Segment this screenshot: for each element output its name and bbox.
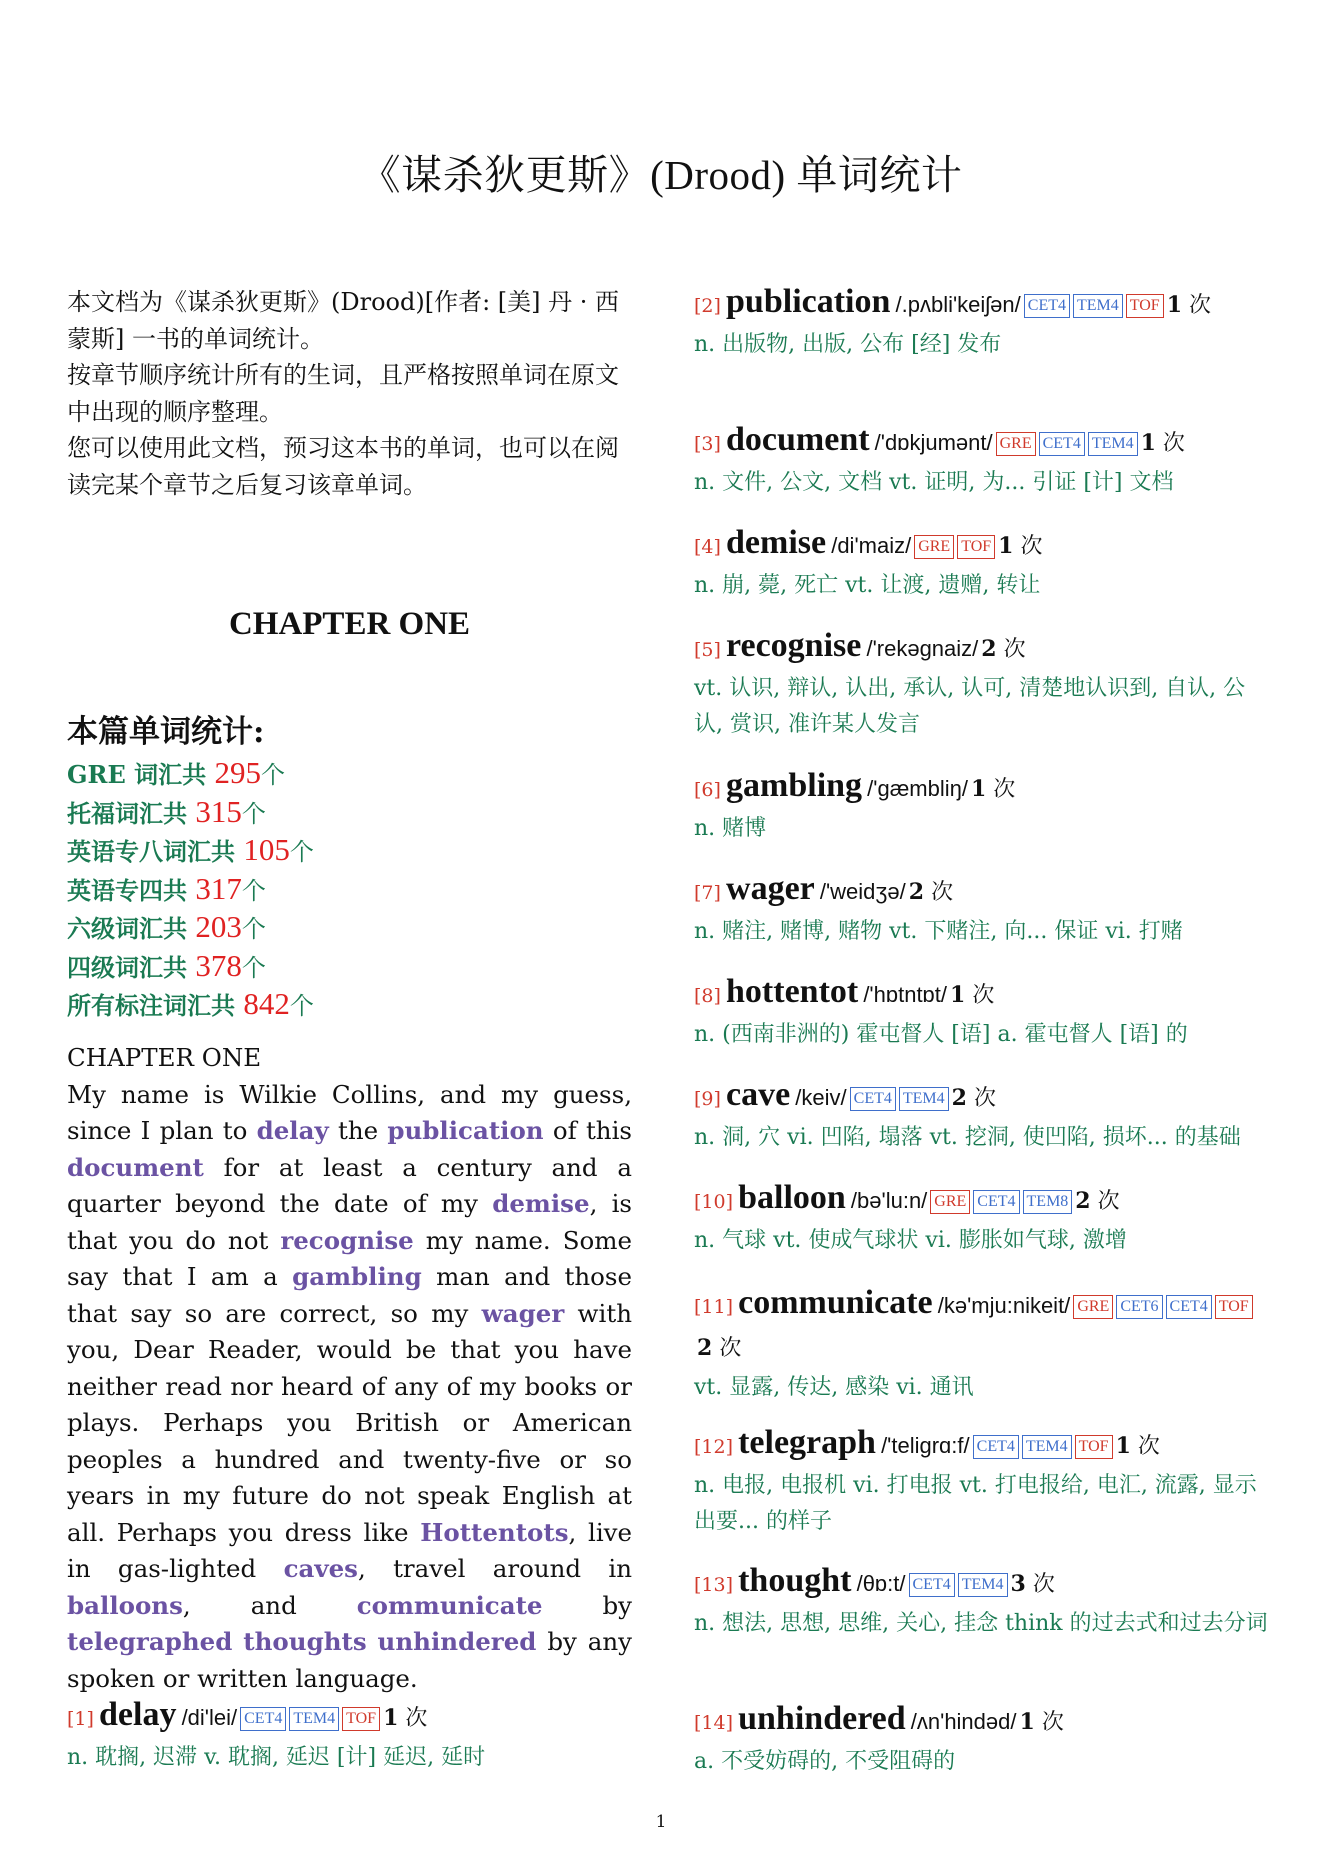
entry-times: 次 — [719, 1336, 742, 1361]
entry-word: unhindered — [738, 1700, 906, 1737]
tag-badge: TOF — [957, 535, 995, 559]
tag-badge: TEM4 — [1073, 294, 1123, 318]
entry-word: cave — [726, 1076, 791, 1113]
entry-definition: n. (西南非洲的) 霍屯督人 [语] a. 霍屯督人 [语] 的 — [694, 1022, 1188, 1047]
entry-word: gambling — [726, 767, 863, 804]
entry-index: [14] — [694, 1712, 734, 1734]
stat-label: 所有标注词汇共 — [67, 991, 244, 1020]
entry-index: [11] — [694, 1296, 734, 1318]
entry-pronunciation: /di'maiz/ — [831, 533, 912, 558]
highlighted-word: Hottentots — [420, 1517, 569, 1547]
entry-pronunciation: /ʌn'hindəd/ — [910, 1709, 1017, 1734]
vocab-entry — [694, 869, 1269, 950]
stats-title: 本篇单词统计: — [67, 714, 265, 750]
tag-badge: CET4 — [973, 1435, 1019, 1459]
tag-badge: GRE — [914, 535, 954, 559]
entry-definition: n. 气球 vt. 使成气球状 vi. 膨胀如气球, 激增 — [694, 1228, 1127, 1253]
tag-badge: TEM8 — [1023, 1190, 1073, 1214]
tag-badge: TEM4 — [958, 1573, 1008, 1597]
entry-index: [9] — [694, 1088, 721, 1110]
entry-index: [6] — [694, 779, 721, 801]
tag-badge: TOF — [1075, 1435, 1113, 1459]
entry-index: [1] — [67, 1708, 94, 1730]
stat-count: 295 — [214, 755, 261, 790]
stat-unit: 个 — [289, 992, 314, 1020]
entry-pronunciation: /'gæmbliŋ/ — [867, 776, 968, 801]
entry-definition: vt. 认识, 辩认, 认出, 承认, 认可, 清楚地认识到, 自认, 公认, 赏识, 准许某人发言 — [694, 676, 1246, 737]
entry-count: 3 — [1010, 1571, 1026, 1597]
story-text-run: man and those that say so are correct, so my — [67, 1262, 632, 1328]
entry-index: [13] — [694, 1574, 734, 1596]
tag-badge: TEM4 — [289, 1707, 339, 1731]
highlighted-word: gambling — [292, 1262, 422, 1291]
entry-count: 1 — [1115, 1433, 1131, 1459]
highlighted-word: communicate — [356, 1590, 543, 1620]
entry-count: 1 — [950, 982, 966, 1008]
entry-word: wager — [726, 870, 815, 907]
stat-line — [67, 871, 314, 910]
vocab-entry — [694, 420, 1269, 501]
tag-badge: TOF — [1126, 294, 1164, 318]
highlighted-word: document — [67, 1152, 204, 1182]
entry-index: [12] — [694, 1436, 734, 1458]
story-text-run: , live in gas-lighted — [67, 1517, 632, 1583]
entry-count: 2 — [697, 1335, 713, 1361]
stat-unit: 个 — [260, 761, 285, 789]
entry-times: 次 — [972, 983, 995, 1008]
highlighted-word: demise — [492, 1189, 590, 1218]
entry-word: balloon — [738, 1179, 846, 1216]
stat-unit: 个 — [241, 915, 266, 943]
page-number: 1 — [655, 1812, 667, 1832]
story-text-run: for at least a century and a quarter beyond the date of my — [67, 1152, 632, 1218]
entry-definition: a. 不受妨碍的, 不受阻碍的 — [694, 1749, 956, 1774]
entry-times: 次 — [1003, 637, 1026, 662]
document-title: 《谋杀狄更斯》(Drood) 单词统计 — [359, 152, 963, 198]
story-text-run: with you, Dear Reader, would be that you have neither read nor heard of any of my books or plays. Perhaps you British or American peoples a hundred and twenty-five or so years in my future do not speak English at all. Perhaps you dress like — [67, 1298, 632, 1547]
entry-word: recognise — [726, 627, 862, 664]
entry-times: 次 — [993, 777, 1016, 802]
vocab-entry — [694, 766, 1269, 847]
highlighted-word: balloons — [67, 1590, 183, 1620]
highlighted-word: caves — [283, 1554, 358, 1583]
tag-badge: GRE — [930, 1190, 970, 1214]
entry-word: communicate — [738, 1284, 933, 1321]
vocab-entry — [694, 626, 1269, 743]
vocab-entry — [694, 1283, 1269, 1406]
tag-badge: TEM4 — [1022, 1435, 1072, 1459]
tag-badge: CET4 — [1039, 432, 1085, 456]
vocab-entry — [694, 1423, 1269, 1540]
story-text-run: of this — [543, 1116, 632, 1145]
entry-definition: n. 出版物, 出版, 公布 [经] 发布 — [694, 332, 1002, 357]
entry-word: delay — [99, 1696, 177, 1733]
tag-badge: TOF — [342, 1707, 380, 1731]
entry-pronunciation: /bə'lu:n/ — [850, 1188, 928, 1213]
entry-times: 次 — [1189, 293, 1212, 318]
highlighted-word: delay — [256, 1116, 329, 1145]
tag-badge: CET4 — [850, 1087, 896, 1111]
entry-word: hottentot — [726, 973, 859, 1010]
highlighted-word: publication — [387, 1116, 544, 1145]
intro-line: 本文档为《谋杀狄更斯》(Drood)[作者: [美] 丹 · 西蒙斯] 一书的单词统计。 — [67, 288, 620, 353]
intro-section — [67, 284, 632, 503]
story-text-run: by — [542, 1590, 633, 1620]
entry-pronunciation: /'weidʒə/ — [819, 879, 906, 904]
stat-label: 四级词汇共 — [67, 952, 196, 982]
entry-definition: n. 耽搁, 迟滞 v. 耽搁, 延迟 [计] 延迟, 延时 — [67, 1745, 486, 1770]
entry-count: 2 — [951, 1085, 967, 1111]
entry-pronunciation: /di'lei/ — [181, 1705, 238, 1730]
entry-word: telegraph — [738, 1424, 876, 1461]
entry-times: 次 — [1032, 1572, 1055, 1597]
entry-word: demise — [726, 524, 827, 561]
entry-times: 次 — [931, 880, 954, 905]
entry-definition: n. 电报, 电报机 vi. 打电报 vt. 打电报给, 电汇, 流露, 显示出要... 的样子 — [694, 1473, 1257, 1534]
tag-badge: CET4 — [1024, 294, 1070, 318]
entry-definition: vt. 显露, 传达, 感染 vi. 通讯 — [694, 1375, 974, 1400]
story-text-run: the — [328, 1116, 388, 1145]
stat-line — [67, 986, 314, 1025]
vocab-entry — [67, 1695, 632, 1776]
entry-count: 2 — [908, 879, 925, 905]
stat-count: 317 — [195, 870, 242, 906]
stat-label: 英语专四共 — [67, 875, 196, 905]
stat-line — [67, 948, 314, 987]
entry-index: [7] — [694, 882, 721, 904]
entry-index: [8] — [694, 985, 721, 1007]
highlighted-word: unhindered — [377, 1627, 537, 1656]
entry-count: 1 — [1140, 430, 1156, 456]
entry-index: [2] — [694, 295, 721, 317]
entry-times: 次 — [1020, 534, 1043, 559]
stat-unit: 个 — [241, 799, 266, 828]
intro-line: 您可以使用此文档，预习这本书的单词，也可以在阅读完某个章节之后复习该章单词。 — [67, 434, 619, 499]
story-text-run — [367, 1627, 378, 1656]
highlighted-word: wager — [481, 1298, 565, 1328]
entry-times: 次 — [1137, 1434, 1160, 1459]
stat-count: 842 — [243, 986, 290, 1021]
chapter-heading: CHAPTER ONE — [228, 606, 471, 642]
entry-index: [3] — [694, 433, 721, 455]
stat-line — [67, 794, 314, 833]
entry-pronunciation: /'hɒtntɒt/ — [863, 982, 948, 1007]
entry-times: 次 — [405, 1706, 428, 1731]
vocab-entry — [694, 972, 1269, 1053]
entry-pronunciation: /kə'mju:nikeit/ — [937, 1293, 1071, 1318]
entry-word: thought — [738, 1562, 852, 1599]
tag-badge: TEM4 — [1088, 432, 1138, 456]
entry-word: publication — [726, 283, 891, 320]
story-text-run: , and — [182, 1590, 357, 1620]
entry-times: 次 — [1041, 1710, 1064, 1735]
entry-index: [10] — [694, 1191, 734, 1213]
tag-badge: TOF — [1215, 1295, 1253, 1319]
story-text-run: by any spoken or written language. — [67, 1627, 632, 1693]
entry-pronunciation: /.pʌbli'keiʃən/ — [895, 292, 1021, 317]
story-chapter-label: CHAPTER ONE — [67, 1043, 262, 1072]
story-text-run: My name is Wilkie Collins, and my guess, since I plan to — [67, 1079, 632, 1145]
intro-line: 按章节顺序统计所有的生词，且严格按照单词在原文中出现的顺序整理。 — [67, 361, 619, 426]
stat-unit: 个 — [289, 838, 314, 866]
entry-definition: n. 文件, 公文, 文档 vt. 证明, 为... 引证 [计] 文档 — [694, 470, 1174, 495]
stat-line — [67, 832, 314, 871]
entry-times: 次 — [973, 1086, 996, 1111]
highlighted-word: telegraphed — [67, 1627, 233, 1656]
entry-count: 1 — [1166, 292, 1183, 318]
entry-definition: n. 洞, 穴 vi. 凹陷, 塌落 vt. 挖洞, 使凹陷, 损坏... 的基础 — [694, 1125, 1241, 1150]
entry-count: 1 — [998, 533, 1014, 559]
stat-unit: 个 — [241, 876, 266, 905]
stat-line — [67, 909, 314, 948]
tag-badge: GRE — [996, 432, 1036, 456]
vocab-entry — [694, 523, 1269, 604]
entry-word: document — [726, 421, 870, 458]
vocab-entry — [694, 1561, 1269, 1642]
entry-pronunciation: /keiv/ — [795, 1085, 847, 1110]
tag-badge: CET4 — [1166, 1295, 1212, 1319]
stat-label: 六级词汇共 — [67, 914, 196, 943]
stat-count: 203 — [195, 909, 242, 944]
stat-unit: 个 — [241, 953, 266, 982]
tag-badge: CET4 — [240, 1707, 286, 1731]
entry-definition: n. 想法, 思想, 思维, 关心, 挂念 think 的过去式和过去分词 — [694, 1611, 1268, 1636]
entry-count: 1 — [383, 1705, 399, 1731]
entry-pronunciation: /'teligrɑ:f/ — [881, 1433, 970, 1458]
story-text-run: , is that you do not — [67, 1189, 633, 1255]
entry-index: [4] — [694, 536, 721, 558]
story-text-run: , travel around in — [357, 1554, 632, 1583]
tag-badge: GRE — [1073, 1295, 1113, 1319]
stat-label: GRE 词汇共 — [67, 760, 215, 789]
entry-times: 次 — [1097, 1189, 1120, 1214]
entry-definition: n. 崩, 薨, 死亡 vt. 让渡, 遗赠, 转让 — [694, 573, 1041, 598]
story-text-run: my name. Some say that I am a — [67, 1225, 632, 1291]
highlighted-word: recognise — [280, 1225, 414, 1255]
tag-badge: CET4 — [909, 1573, 955, 1597]
vocab-entry — [694, 1075, 1269, 1156]
vocab-entry — [694, 282, 1269, 363]
tag-badge: CET6 — [1116, 1295, 1162, 1319]
stat-label: 托福词汇共 — [67, 798, 196, 828]
entry-pronunciation: /'dɒkjumənt/ — [874, 430, 993, 455]
stat-count: 105 — [243, 832, 290, 867]
entry-count: 1 — [970, 776, 987, 802]
highlighted-word: thoughts — [243, 1627, 367, 1656]
entry-definition: n. 赌注, 赌博, 赌物 vt. 下赌注, 向... 保证 vi. 打赌 — [694, 919, 1183, 944]
word-stats — [67, 706, 314, 1025]
entry-pronunciation: /θɒ:t/ — [856, 1571, 906, 1596]
entry-pronunciation: /'rekəgnaiz/ — [866, 636, 979, 661]
entry-count: 2 — [1075, 1188, 1091, 1214]
stat-count: 315 — [195, 793, 242, 829]
vocab-entry — [694, 1178, 1269, 1259]
entry-definition: n. 赌博 — [694, 816, 767, 841]
tag-badge: CET4 — [973, 1190, 1019, 1214]
story-text — [67, 1040, 632, 1697]
story-paragraph — [67, 1077, 632, 1698]
entry-times: 次 — [1162, 431, 1185, 456]
stat-count: 378 — [195, 947, 242, 983]
vocab-entry — [694, 1699, 1269, 1780]
stat-line — [67, 755, 314, 794]
entry-index: [5] — [694, 639, 721, 661]
story-text-run — [232, 1627, 243, 1656]
entry-count: 1 — [1019, 1709, 1035, 1735]
stat-label: 英语专八词汇共 — [67, 837, 244, 866]
tag-badge: TEM4 — [899, 1087, 949, 1111]
entry-count: 2 — [981, 636, 997, 662]
